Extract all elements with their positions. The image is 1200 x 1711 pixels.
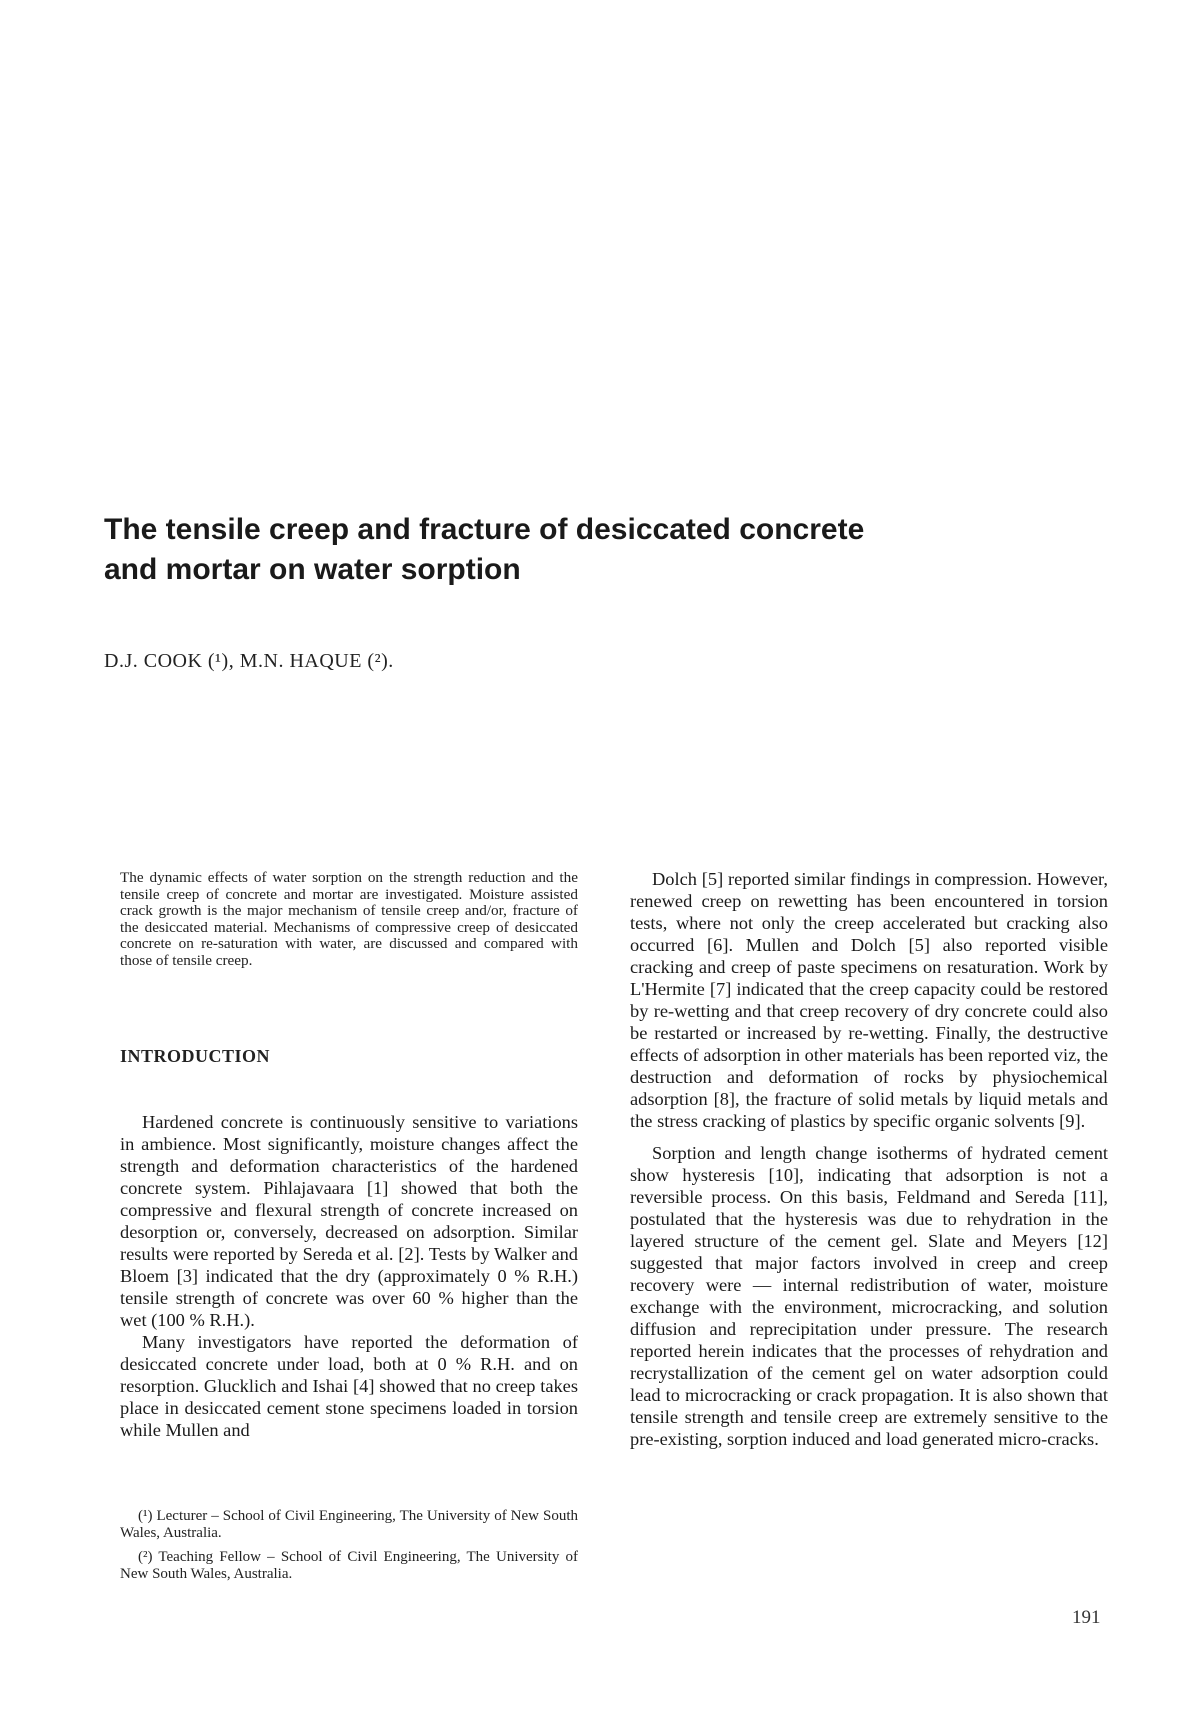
abstract: The dynamic effects of water sorption on the strength reduction and the tensile creep of concrete and mortar are investigated. Moisture assisted crack growth is the major mechanism of tensile creep and/or, fracture of the desiccated material. Mechanisms of compressive creep of desiccated concrete on re-saturation with water, are discussed and compared with those of tensile creep.	[120, 869, 578, 969]
author-line: D.J. COOK (¹), M.N. HAQUE (²).	[104, 650, 394, 672]
footnotes	[120, 1508, 578, 1590]
right-paragraph-2: Sorption and length change isotherms of hydrated cement show hysteresis [10], indicating that adsorption is not a reversible process. On this basis, Feldmand and Sereda [11], postulated that the hysteresis was due to rehydration in the layered structure of the cement gel. Slate and Meyers [12] suggested that major factors involved in creep and creep recovery were — internal redistribution of water, moisture exchange with the environment, microcracking, and solution diffusion and reprecipitation under pressure. The research reported herein indicates that the processes of rehydration and recrystallization of the cement gel on water adsorption could lead to microcracking or crack propagation. It is also shown that tensile strength and tensile creep are extremely sensitive to the pre-existing, sorption induced and load generated micro-cracks.	[630, 1143, 1108, 1449]
right-paragraph-1: Dolch [5] reported similar findings in compression. However, renewed creep on rewetting has been encountered in torsion tests, where not only the creep accelerated but cracking also occurred [6]. Mullen and Dolch [5] also reported visible cracking and creep of paste specimens on resaturation. Work by L'Hermite [7] indicated that the creep capacity could be restored by re-wetting and that creep recovery of dry concrete could also be restarted or increased by re-wetting. Finally, the destructive effects of adsorption in other materials has been reported viz, the destruction and deformation of rocks by physiochemical adsorption [8], the fracture of solid metals by liquid metals and the stress cracking of plastics by specific organic solvents [9].	[630, 869, 1108, 1131]
title-line-2: and mortar on water sorption	[104, 553, 521, 586]
intro-paragraph-2: Many investigators have reported the deformation of desiccated concrete under load, both at 0 % R.H. and on resorption. Glucklich and Ishai [4] showed that no creep takes place in desiccated cement stone specimens loaded in torsion while Mullen and	[120, 1332, 578, 1440]
footnote-1: (¹) Lecturer – School of Civil Engineering, The University of New South Wales, Australia.	[120, 1508, 578, 1541]
title-line-1: The tensile creep and fracture of desiccated concrete	[104, 513, 865, 546]
section-heading-introduction: INTRODUCTION	[120, 1046, 271, 1066]
paper-title	[104, 510, 1104, 590]
intro-paragraph-1: Hardened concrete is continuously sensitive to variations in ambience. Most significantly, moisture changes affect the strength and deformation characteristics of the hardened concrete system. Pihlajavaara [1] showed that both the compressive and flexural strength of concrete increased on desorption or, conversely, decreased on adsorption. Similar results were reported by Sereda et al. [2]. Tests by Walker and Bloem [3] indicated that the dry (approximately 0 % R.H.) tensile strength of concrete was over 60 % higher than the wet (100 % R.H.).	[120, 1112, 578, 1330]
right-column	[630, 868, 1108, 1450]
footnote-2: (²) Teaching Fellow – School of Civil Engineering, The University of New South Wales, Australia.	[120, 1549, 578, 1582]
page-number: 191	[1072, 1607, 1101, 1628]
left-column	[120, 1111, 578, 1441]
